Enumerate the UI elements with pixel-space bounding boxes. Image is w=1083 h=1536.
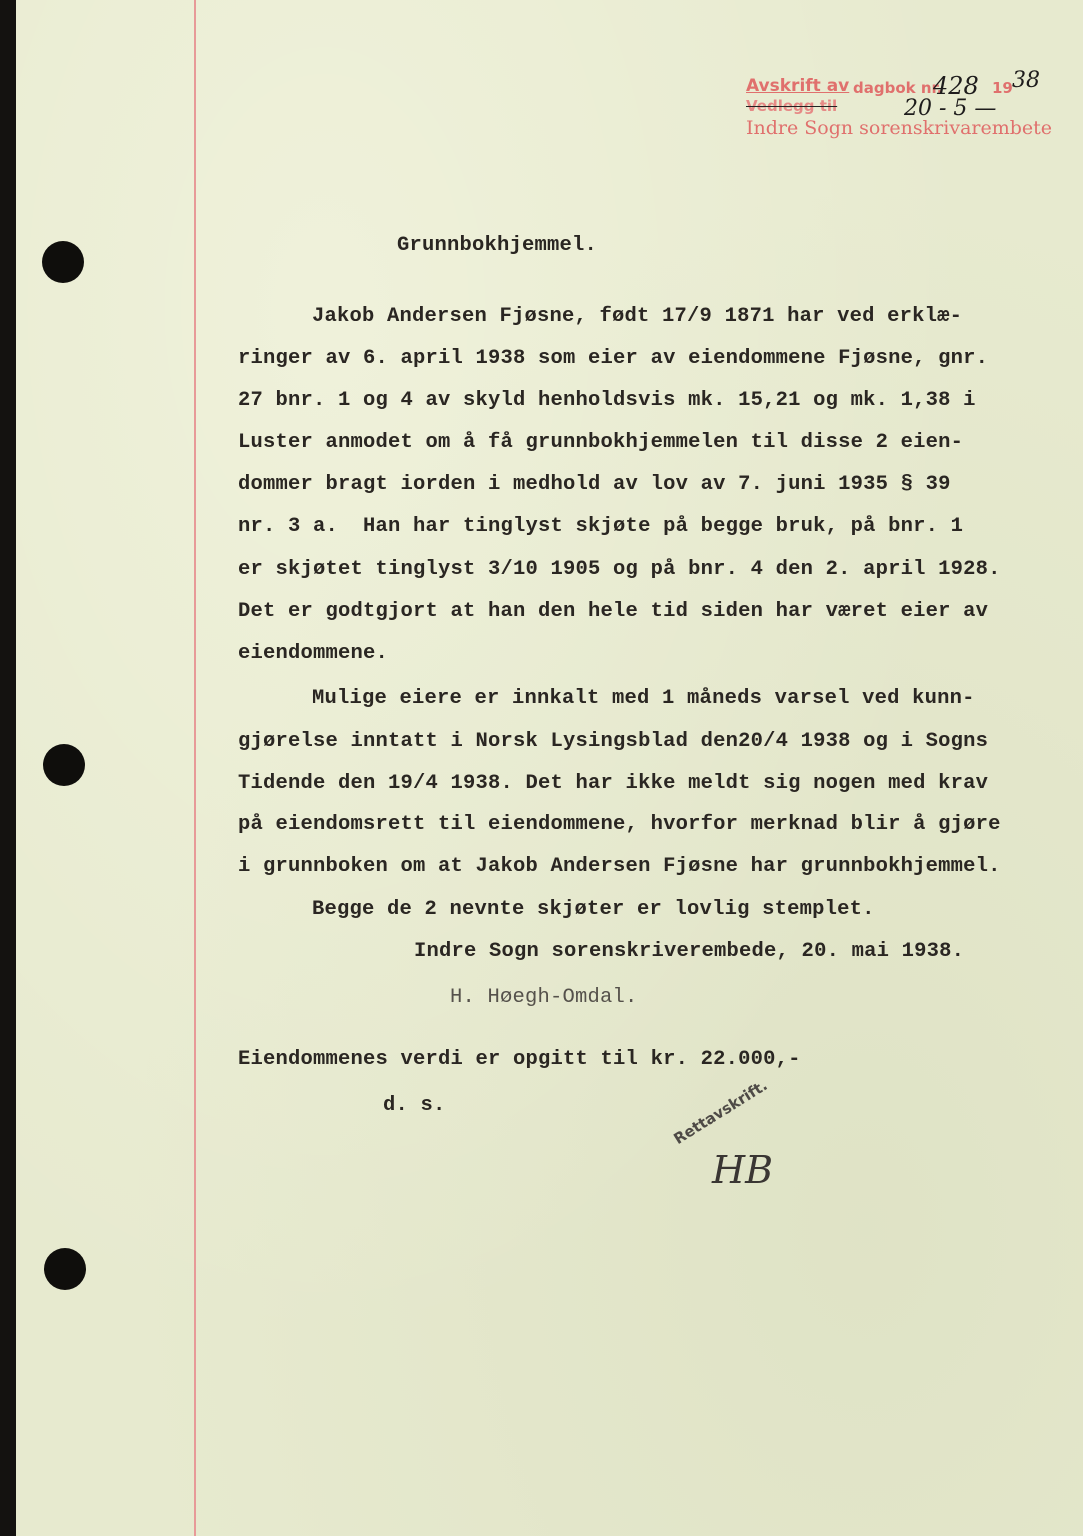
handwritten-initials: HB — [712, 1148, 774, 1192]
text-line: Tidende den 19/4 1938. Det har ikke meldt sig nogen med krav — [238, 772, 989, 795]
stamp-year-prefix: 19 — [992, 79, 1013, 97]
place-date-line: Indre Sogn sorenskriverembede, 20. mai 1938. — [414, 940, 965, 963]
punch-hole — [44, 1248, 86, 1290]
text-line: i grunnboken om at Jakob Andersen Fjøsne har grunnbokhjemmel. — [238, 855, 1001, 878]
handwritten-date: 20 - 5 — — [904, 96, 997, 121]
text-line: eiendommene. — [238, 642, 389, 665]
stamp-office: Indre Sogn sorenskrivarembete — [746, 117, 1053, 139]
margin-line — [194, 0, 196, 1536]
stamp-dagbok-label: dagbok nr. — [853, 79, 943, 97]
text-line: er skjøtet tinglyst 3/10 1905 og på bnr. 4 den 2. april 1928. — [238, 558, 1001, 581]
text-line: Begge de 2 nevnte skjøter er lovlig stemplet. — [312, 898, 875, 921]
text-line: 27 bnr. 1 og 4 av skyld henholdsvis mk. 15,21 og mk. 1,38 i — [238, 389, 976, 412]
stamp-avskrift: Avskrift av — [746, 76, 850, 96]
text-line: Det er godtgjort at han den hele tid siden har været eier av — [238, 600, 989, 623]
text-line: Luster anmodet om å få grunnbokhjemmelen til disse 2 eien- — [238, 431, 964, 454]
text-line: på eiendomsrett til eiendommene, hvorfor merknad blir å gjøre — [238, 813, 1001, 836]
text-line: Mulige eiere er innkalt med 1 måneds varsel ved kunn- — [312, 687, 975, 710]
text-line: gjørelse inntatt i Norsk Lysingsblad den20/4 1938 og i Sogns — [238, 730, 989, 753]
signer-name: H. Høegh-Omdal. — [450, 986, 638, 1009]
punch-hole — [42, 241, 84, 283]
stamp-vedlegg-struck: Vedlegg til — [746, 97, 838, 115]
document-title: Grunnbokhjemmel. — [397, 234, 598, 257]
rettavskrift-stamp: Rettavskrift. — [670, 1076, 771, 1148]
year-suffix: 38 — [1012, 68, 1040, 93]
text-line: ringer av 6. april 1938 som eier av eiendommene Fjøsne, gnr. — [238, 347, 989, 370]
punch-hole — [43, 744, 85, 786]
scan-edge — [0, 0, 16, 1536]
text-line: Jakob Andersen Fjøsne, født 17/9 1871 har ved erklæ- — [312, 305, 963, 328]
text-line: dommer bragt iorden i medhold av lov av 7. juni 1935 § 39 — [238, 473, 951, 496]
value-line: Eiendommenes verdi er opgitt til kr. 22.000,- — [238, 1048, 801, 1071]
text-line: nr. 3 a. Han har tinglyst skjøte på begge bruk, på bnr. 1 — [238, 515, 964, 538]
ds-line: d. s. — [383, 1094, 446, 1117]
dagbok-number: 428 — [933, 72, 979, 100]
